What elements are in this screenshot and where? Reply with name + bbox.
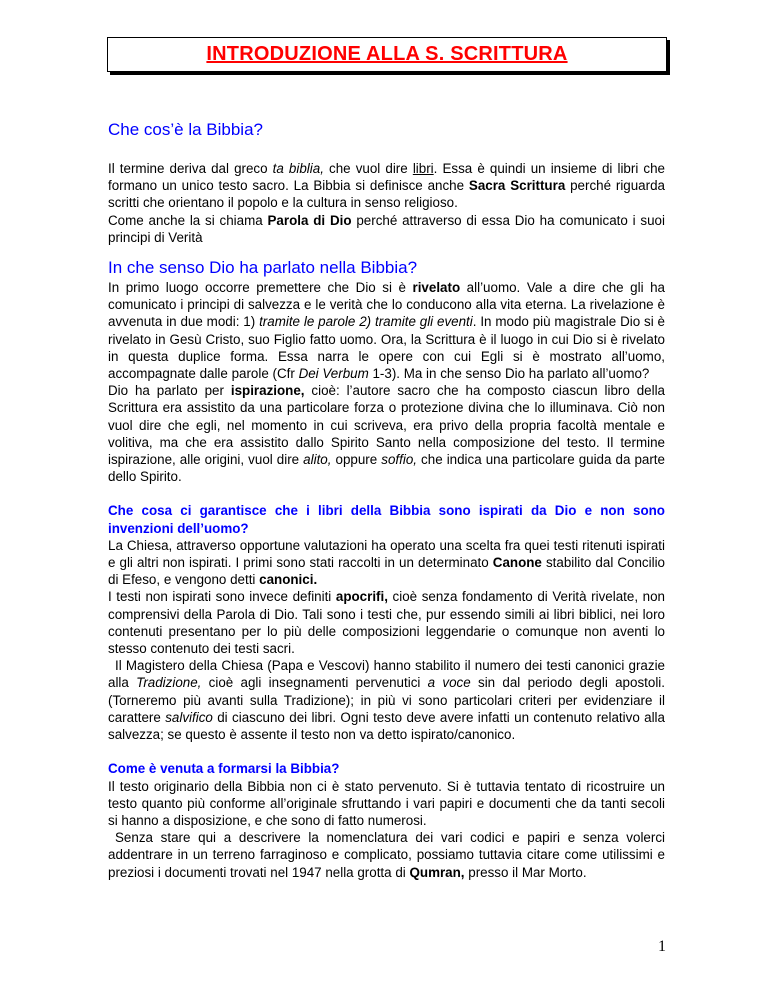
document-body [108,120,665,881]
paragraph-1-2: Come anche la si chiama Parola di Dio perché attraverso di essa Dio ha comunicato i suoi principi di Verità [108,212,665,245]
paragraph-2-2: Dio ha parlato per ispirazione, cioè: l’autore sacro che ha composto ciascun libro della Scrittura era assistito da una particolare forza o protezione divina che lo illuminava. Ciò non vuol dire che egli, nel momento in cui scriveva, era privo della propria facoltà mentale e volitiva, ma che era assistito dallo Spirito Santo nella composizione del testo. Il termine ispirazione, alle origini, vuol dire alito, oppure soffio, che indica una particolare guida da parte dello Spirito. [108,383,665,485]
section-heading-2: In che senso Dio ha parlato nella Bibbia? [108,258,418,278]
title-box [107,37,667,72]
page-title: INTRODUZIONE ALLA S. SCRITTURA [206,43,568,65]
paragraph-4-1: Il testo originario della Bibbia non ci è stato pervenuto. Si è tuttavia tentato di ricostruire un testo quanto più conforme all’originale sfruttando i vari papiri e documenti che da tanti secoli si hanno a disposizione, e che sono di fatto numerosi. [108,778,665,828]
paragraph-3-1: La Chiesa, attraverso opportune valutazioni ha operato una scelta fra quei testi ritenuti ispirati e gli altri non ispirati. I primi sono stati raccolti in un determinato Canone stabilito dal Concilio di Efeso, e vengono detti canonici. [108,537,665,588]
paragraph-3-2: I testi non ispirati sono invece definiti apocrifi, cioè senza fondamento di Verità rivelate, non comprensivi della Parola di Dio. Tali sono i testi che, pur essendo simili ai libri biblici, nei loro contenuti presentano per lo più delle composizioni leggendarie o comunque non aventi lo stesso contenuto dei testi sacri. [108,589,665,657]
section-heading-1: Che cos’è la Bibbia? [108,120,263,139]
section-heading-3: Che cosa ci garantisce che i libri della Bibbia sono ispirati da Dio e non sono invenzioni dell’uomo? [108,503,665,536]
paragraph-3-3: Il Magistero della Chiesa (Papa e Vescovi) hanno stabilito il numero dei testi canonici grazie alla Tradizione, cioè agli insegnamenti pervenutici a voce sin dal periodo degli apostoli. (Torneremo più avanti sulla Tradizione); in più vi sono particolari criteri per evidenziare il carattere salvifico di ciascuno dei libri. Ogni testo deve avere infatti un contenuto relativo alla salvezza; se questo è assente il testo non va detto ispirato/canonico. [108,658,665,743]
paragraph-4-2: Senza stare qui a descrivere la nomenclatura dei vari codici e papiri e senza volerci addentrare in un terreno farraginoso e complicato, possiamo tuttavia citare come utilissimi e preziosi i documenti trovati nel 1947 nella grotta di Qumran, presso il Mar Morto. [108,830,665,880]
page-number: 1 [658,938,666,955]
section-heading-4: Come è venuta a formarsi la Bibbia? [108,761,340,777]
paragraph-1-1: Il termine deriva dal greco ta biblia, che vuol dire libri. Essa è quindi un insieme di libri che formano un unico testo sacro. La Bibbia si definisce anche Sacra Scrittura perché riguarda scritti che orientano il popolo e la cultura in senso religioso. [108,161,665,211]
paragraph-2-1: In primo luogo occorre premettere che Dio si è rivelato all’uomo. Vale a dire che gli ha comunicato i principi di salvezza e le verità che lo conducono alla vita eterna. La rivelazione è avvenuta in due modi: 1) tramite le parole 2) tramite gli eventi. In modo più magistrale Dio si è rivelato in Gesù Cristo, suo Figlio fatto uomo. Ora, la Scrittura è il luogo in cui Dio si è rivelato in questa duplice forma. Essa narra le opere con cui Egli si è mostrato all’uomo, accompagnate dalle parole (Cfr Dei Verbum 1-3). Ma in che senso Dio ha parlato all’uomo? [108,280,665,382]
